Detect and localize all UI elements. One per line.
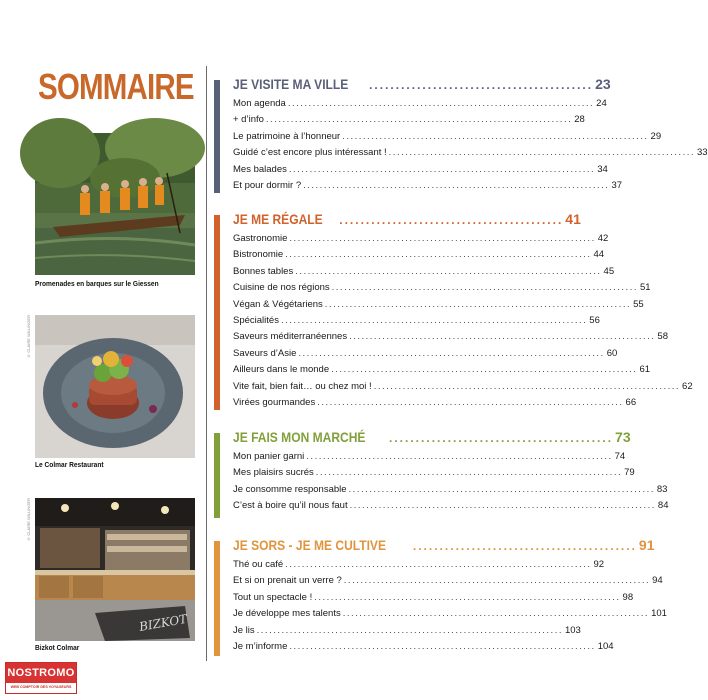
entry-label: Bonnes tables [233,265,294,277]
section-color-bar [214,541,220,656]
toc-entry[interactable] [233,114,585,130]
toc-entry[interactable] [233,147,708,163]
toc-entry[interactable] [233,451,626,467]
page-title: SOMMAIRE [38,66,194,107]
toc-section-marche [214,429,669,518]
leader-dots: .......................................................................... [342,608,650,620]
entry-page: 62 [682,380,693,392]
leader-dots: .......................................................................... [280,314,588,326]
leader-dots: .......................................................................... [256,624,563,636]
section-heading[interactable] [233,76,611,96]
entry-page: 29 [650,130,662,142]
boat-photo [35,133,195,275]
leader-dots: .......................................................................... [317,396,624,408]
toc-entry[interactable] [233,347,618,364]
entry-page: 101 [651,608,667,620]
entry-label: Et pour dormir ? [233,179,302,191]
logo-tagline: WEB COMPTOIR DES VOYAGEURS [10,685,72,689]
shop-sign-text: BIZKOT [138,611,189,634]
leader-dots: .......................................... [369,78,594,92]
toc-section-sors [214,537,667,656]
entry-label: + d’info [233,114,264,126]
entry-page: 104 [597,640,614,652]
toc-entry[interactable] [233,179,623,196]
dish-photo-image [35,315,195,458]
toc-section-regale [214,211,693,410]
entry-label: Cuisine de nos régions [233,282,330,294]
toc-entry[interactable] [233,467,635,483]
entry-label: Tout un spectacle ! [233,591,313,603]
entry-label: Et si on prenait un verre ? [233,575,342,587]
section-color-bar [214,433,220,518]
leader-dots: .......................................... [412,539,637,553]
nostromo-logo[interactable] [5,662,77,694]
leader-dots: .......................................................................... [287,98,595,109]
entry-label: Mon panier garni [233,451,305,462]
leader-dots: .......................................................................... [343,575,651,587]
shop-photo [35,498,195,641]
photo-caption: Le Colmar Restaurant [35,460,104,469]
toc-entry[interactable] [233,314,600,331]
leader-dots: .......................................................................... [265,114,573,126]
leader-dots: .......................................................................... [298,347,605,359]
entry-label: Bistronomie [233,249,284,261]
section-title: JE FAIS MON MARCHÉ [233,429,366,445]
leader-dots: .......................................................................... [289,233,596,244]
leader-dots: .......................................................................... [314,591,621,603]
entry-label: Je m’informe [233,640,288,652]
entry-page: 84 [657,500,669,512]
entry-label: Le patrimoine à l’honneur [233,130,341,142]
entry-label: Vite fait, bien fait… ou chez moi ! [233,380,372,392]
toc-entry[interactable] [233,298,644,315]
section-page: 91 [638,537,655,553]
section-page: 23 [595,76,611,92]
toc-entry[interactable] [233,575,663,591]
entry-page: 33 [697,147,708,159]
leader-dots: .......................................................................... [331,282,638,294]
section-page: 73 [615,429,631,445]
toc-entry[interactable] [233,98,607,114]
leader-dots: .......................................................................... [342,130,649,142]
section-color-bar [214,215,220,410]
leader-dots: .......................................................................... [289,640,596,652]
section-page: 41 [565,211,581,227]
toc-entry[interactable] [233,380,693,397]
entry-page: 92 [593,559,605,570]
entry-page: 94 [652,575,663,587]
entry-page: 28 [574,114,585,126]
leader-dots: .......................................... [389,431,614,445]
photo-credit: © CLAIRE WILLINGER [26,498,31,542]
toc-entry[interactable] [233,364,651,380]
photo-caption: Bizkot Colmar [35,643,80,652]
shop-photo-image [35,498,195,641]
leader-dots: .......................................................................... [303,179,610,191]
entry-label: Ailleurs dans le monde [233,364,330,376]
entry-page: 83 [656,483,668,495]
section-title: JE SORS - JE ME CULTIVE [233,537,386,553]
photo-credit: © CLAIRE WILLINGER [26,315,31,359]
entry-page: 55 [633,298,644,310]
toc-entry[interactable] [233,233,609,249]
leader-dots: .......................................................................... [331,364,638,376]
toc-entry[interactable] [233,331,668,347]
entry-page: 34 [597,163,608,175]
entry-page: 61 [639,364,651,376]
section-items [233,451,669,517]
entry-page: 42 [597,233,609,244]
entry-page: 98 [622,591,634,603]
toc-entry[interactable] [233,591,634,608]
leader-dots: .......................................................................... [306,451,613,462]
leader-dots: .......................................... [339,213,564,227]
entry-label: Je lis [233,624,255,636]
leader-dots: .......................................................................... [288,163,596,175]
entry-label: Saveurs méditerranéennes [233,331,348,343]
entry-page: 66 [625,396,637,408]
toc-entry[interactable] [233,608,667,624]
entry-label: Spécialités [233,314,279,326]
toc-entry[interactable] [233,396,637,413]
section-heading[interactable] [233,429,631,449]
toc-entry[interactable] [233,624,581,641]
leader-dots: .......................................................................... [388,147,695,159]
toc-entry[interactable] [233,265,615,282]
photo-caption: Promenades en barques sur le Giessen [35,279,159,288]
toc-entry[interactable] [233,249,605,265]
dish-photo [35,315,195,458]
entry-page: 24 [596,98,607,109]
entry-label: Thé ou café [233,559,284,570]
entry-label: Mes plaisirs sucrés [233,467,314,479]
entry-label: Je consomme responsable [233,483,347,495]
leader-dots: .......................................................................... [348,483,655,495]
entry-page: 58 [657,331,668,343]
toc-entry[interactable] [233,559,605,575]
toc-entry[interactable] [233,500,669,516]
leader-dots: .......................................................................... [373,380,681,392]
entry-page: 103 [564,624,581,636]
toc-entry[interactable] [233,130,662,147]
entry-page: 74 [614,451,626,462]
entry-label: Je développe mes talents [233,608,341,620]
entry-label: C’est à boire qu’il nous faut [233,500,348,512]
entry-page: 79 [624,467,635,479]
section-title: JE ME RÉGALE [233,211,323,227]
boat-photo-image [35,133,195,275]
toc-entry[interactable] [233,640,614,657]
entry-label: Saveurs d’Asie [233,347,297,359]
section-items [233,559,667,657]
entry-page: 51 [639,282,651,294]
entry-label: Gastronomie [233,233,288,244]
section-color-bar [214,80,220,193]
entry-label: Virées gourmandes [233,396,316,408]
section-items [233,98,708,196]
entry-label: Mes balades [233,163,287,175]
leader-dots: .......................................................................... [349,500,656,512]
section-heading[interactable] [233,211,581,231]
leader-dots: .......................................................................... [349,331,656,343]
toc-entry[interactable] [233,282,651,298]
entry-label: Végan & Végétariens [233,298,323,310]
section-heading[interactable] [233,537,655,557]
entry-page: 45 [603,265,615,277]
leader-dots: .......................................................................... [315,467,623,479]
entry-page: 60 [606,347,618,359]
leader-dots: .......................................................................... [324,298,632,310]
entry-page: 44 [593,249,605,261]
leader-dots: .......................................................................... [295,265,602,277]
toc-entry[interactable] [233,163,608,180]
section-title: JE VISITE MA VILLE [233,76,349,92]
toc-section-visite [214,76,708,193]
leader-dots: .......................................................................... [285,249,592,261]
column-divider [206,66,207,661]
toc-entry[interactable] [233,483,668,500]
logo-name: NOSTROMO [6,663,76,683]
section-items [233,233,693,413]
entry-label: Mon agenda [233,98,286,109]
entry-label: Guidé c’est encore plus intéressant ! [233,147,387,159]
entry-page: 37 [611,179,623,191]
entry-page: 56 [589,314,600,326]
leader-dots: .......................................................................... [285,559,592,570]
